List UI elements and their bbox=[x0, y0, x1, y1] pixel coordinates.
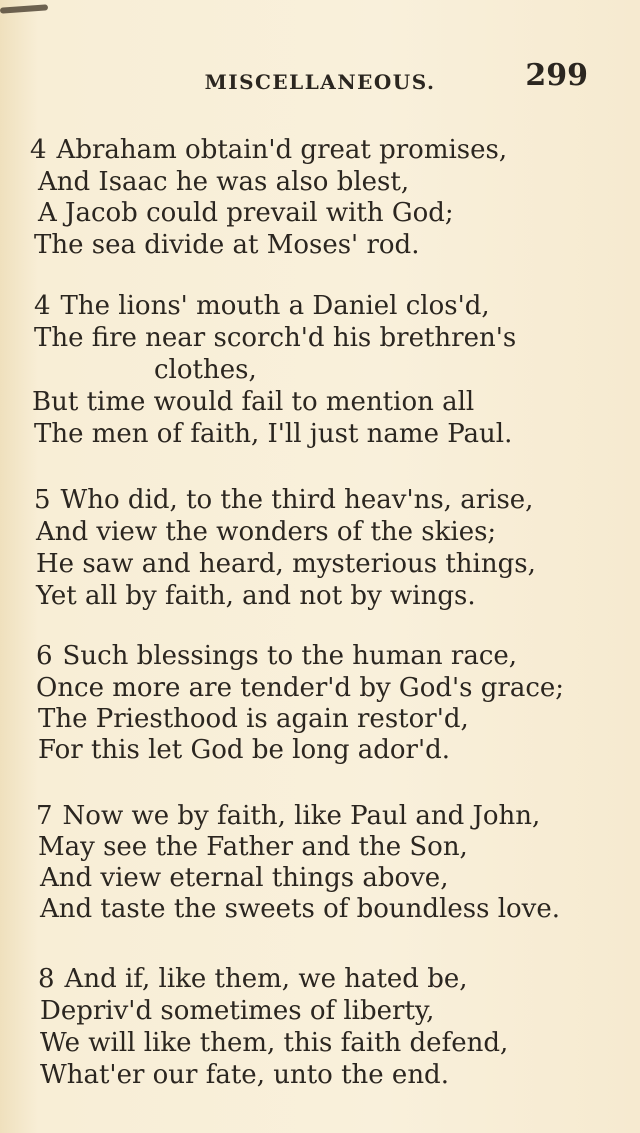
verse-line: For this let God be long ador'd. bbox=[38, 735, 451, 765]
verse-line: The Priesthood is again restor'd, bbox=[38, 704, 469, 734]
verse-number: 7 bbox=[36, 801, 53, 831]
verse-number: 4 bbox=[34, 291, 51, 321]
verse-line: May see the Father and the Son, bbox=[38, 832, 468, 862]
verse-line: And taste the sweets of boundless love. bbox=[40, 894, 561, 924]
verse-line: But time would fail to mention all bbox=[32, 387, 475, 417]
verse-line: And view the wonders of the skies; bbox=[36, 517, 497, 547]
verse-line: The fire near scorch'd his brethren's bbox=[34, 323, 517, 353]
verse-line: We will like them, this faith defend, bbox=[40, 1028, 509, 1058]
verse-number: 4 bbox=[30, 135, 47, 165]
verse-number: 6 bbox=[36, 641, 53, 671]
verse-line: Depriv'd sometimes of liberty, bbox=[40, 996, 435, 1026]
verse-number: 8 bbox=[38, 964, 55, 994]
page-number: 299 bbox=[525, 58, 588, 93]
verse-line: And view eternal things above, bbox=[40, 863, 449, 893]
ink-mark bbox=[0, 4, 48, 13]
verse-line: 4 The lions' mouth a Daniel clos'd, bbox=[34, 291, 490, 321]
verse-line: 8 And if, like them, we hated be, bbox=[38, 964, 468, 994]
verse-line: What'er our fate, unto the end. bbox=[40, 1060, 449, 1090]
verse-line: 7 Now we by faith, like Paul and John, bbox=[36, 801, 541, 831]
verse-line: Yet all by faith, and not by wings. bbox=[36, 581, 476, 611]
verse-line: He saw and heard, mysterious things, bbox=[36, 549, 536, 579]
verse-line: Once more are tender'd by God's grace; bbox=[36, 673, 565, 703]
verse-line: A Jacob could prevail with God; bbox=[38, 198, 454, 228]
verse-line: 5 Who did, to the third heav'ns, arise, bbox=[34, 485, 534, 515]
running-header: MISCELLANEOUS. bbox=[204, 70, 436, 94]
verse-line: clothes, bbox=[154, 355, 257, 385]
verse-line: And Isaac he was also blest, bbox=[38, 167, 410, 197]
verse-line: The sea divide at Moses' rod. bbox=[34, 230, 420, 260]
verse-line: 6 Such blessings to the human race, bbox=[36, 641, 518, 671]
verse-number: 5 bbox=[34, 485, 51, 515]
verse-line: 4 Abraham obtain'd great promises, bbox=[30, 135, 508, 165]
verse-line: The men of faith, I'll just name Paul. bbox=[34, 419, 513, 449]
